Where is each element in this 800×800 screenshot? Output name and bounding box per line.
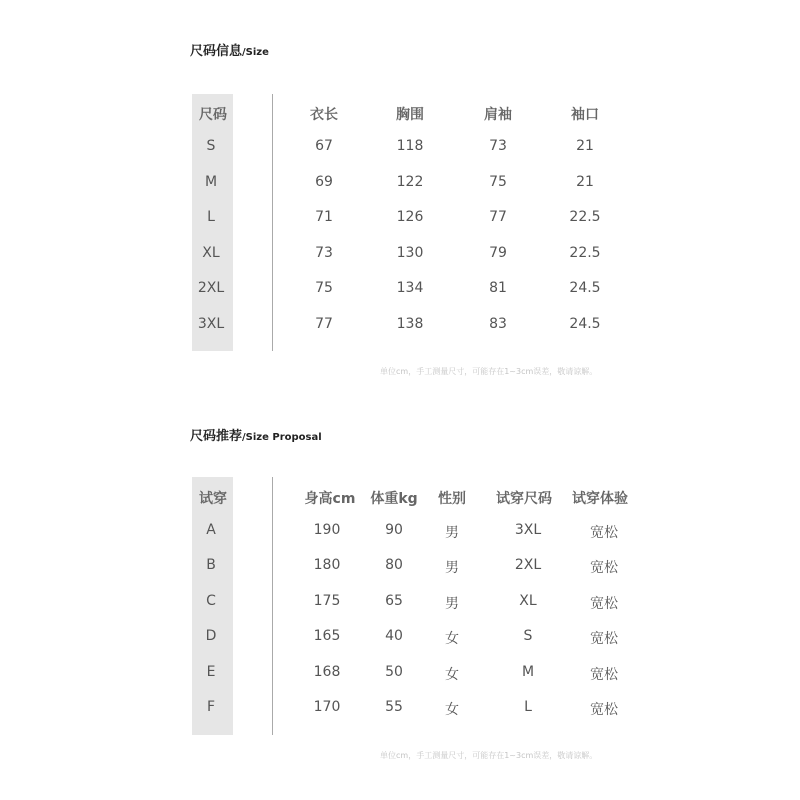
proposal-row-a-fit: 宽松 (590, 525, 618, 541)
proposal-row-d-tester: D (205, 628, 217, 644)
size-row-s-length: 67 (315, 138, 333, 154)
proposal-row-b-gender: 男 (445, 560, 459, 576)
proposal-row-b-tried-size: 2XL (514, 557, 542, 573)
proposal-row-b-tester: B (206, 557, 216, 573)
proposal-header-height: 身高cm (304, 491, 356, 507)
proposal-row-f-height: 170 (313, 699, 341, 715)
size-row-m-chest: 122 (396, 174, 424, 190)
size-row-s-shoulder-sleeve: 73 (489, 138, 507, 154)
proposal-row-e-gender: 女 (445, 667, 459, 683)
size-row-2xl-shoulder-sleeve: 81 (489, 280, 507, 296)
proposal-row-c-tester: C (206, 593, 216, 609)
proposal-row-f-weight: 55 (385, 699, 403, 715)
size-row-3xl-shoulder-sleeve: 83 (489, 316, 507, 332)
size-row-m-shoulder-sleeve: 75 (489, 174, 507, 190)
proposal-row-a-weight: 90 (385, 522, 403, 538)
size-row-xl-cuff: 22.5 (569, 245, 601, 261)
size-row-3xl-chest: 138 (396, 316, 424, 332)
proposal-row-f-gender: 女 (445, 702, 459, 718)
size-table-divider (272, 94, 273, 351)
size-row-2xl-length: 75 (315, 280, 333, 296)
size-row-m-cuff: 21 (576, 174, 594, 190)
proposal-row-b-fit: 宽松 (590, 560, 618, 576)
size-row-3xl-cuff: 24.5 (569, 316, 601, 332)
size-row-l-cuff: 22.5 (569, 209, 601, 225)
size-row-xl-size: XL (202, 245, 220, 261)
size-header-length: 衣长 (310, 107, 338, 123)
proposal-row-d-tried-size: S (523, 628, 533, 644)
proposal-header-tried-size: 试穿尺码 (496, 491, 552, 507)
size-row-3xl-length: 77 (315, 316, 333, 332)
size-header-cuff: 袖口 (571, 107, 599, 123)
size-row-l-chest: 126 (396, 209, 424, 225)
proposal-row-e-tester: E (206, 664, 216, 680)
proposal-row-c-tried-size: XL (519, 593, 537, 609)
size-row-xl-length: 73 (315, 245, 333, 261)
size-row-l-size: L (207, 209, 215, 225)
proposal-row-a-height: 190 (313, 522, 341, 538)
size-section-title (190, 40, 269, 59)
size-note: 单位cm，手工测量尺寸，可能存在1~3cm误差，敬请谅解。 (380, 367, 598, 376)
size-header-shoulder-sleeve: 肩袖 (484, 107, 512, 123)
proposal-section-title (190, 425, 322, 444)
proposal-row-c-fit: 宽松 (590, 596, 618, 612)
proposal-row-c-height: 175 (313, 593, 341, 609)
proposal-row-e-fit: 宽松 (590, 667, 618, 683)
proposal-row-b-weight: 80 (385, 557, 403, 573)
size-row-s-chest: 118 (396, 138, 424, 154)
size-row-m-length: 69 (315, 174, 333, 190)
proposal-table-divider (272, 477, 273, 735)
proposal-title-en: /Size Proposal (242, 432, 322, 443)
size-title-en: /Size (242, 47, 269, 58)
proposal-row-f-tester: F (206, 699, 216, 715)
size-row-xl-shoulder-sleeve: 79 (489, 245, 507, 261)
proposal-header-weight: 体重kg (370, 491, 418, 507)
size-row-3xl-size: 3XL (197, 316, 225, 332)
size-header-size: 尺码 (199, 107, 227, 123)
proposal-row-c-weight: 65 (385, 593, 403, 609)
proposal-title-cn: 尺码推荐 (190, 429, 243, 444)
size-row-2xl-chest: 134 (396, 280, 424, 296)
size-row-2xl-cuff: 24.5 (569, 280, 601, 296)
proposal-row-d-weight: 40 (385, 628, 403, 644)
proposal-header-fit: 试穿体验 (572, 491, 628, 507)
proposal-note: 单位cm，手工测量尺寸，可能存在1~3cm误差，敬请谅解。 (380, 751, 598, 760)
size-row-s-size: S (206, 138, 216, 154)
proposal-row-a-tried-size: 3XL (514, 522, 542, 538)
size-row-2xl-size: 2XL (197, 280, 225, 296)
proposal-header-tester: 试穿 (199, 491, 227, 507)
proposal-row-c-gender: 男 (445, 596, 459, 612)
proposal-row-d-fit: 宽松 (590, 631, 618, 647)
proposal-row-a-tester: A (206, 522, 216, 538)
proposal-row-d-height: 165 (313, 628, 341, 644)
proposal-row-f-fit: 宽松 (590, 702, 618, 718)
size-row-l-shoulder-sleeve: 77 (489, 209, 507, 225)
size-row-s-cuff: 21 (576, 138, 594, 154)
size-title-cn: 尺码信息 (190, 44, 243, 59)
size-row-m-size: M (204, 174, 218, 190)
proposal-row-b-height: 180 (313, 557, 341, 573)
proposal-row-a-gender: 男 (445, 525, 459, 541)
proposal-header-gender: 性别 (438, 491, 466, 507)
size-row-l-length: 71 (315, 209, 333, 225)
proposal-row-f-tried-size: L (524, 699, 532, 715)
size-header-chest: 胸围 (396, 107, 424, 123)
proposal-row-e-weight: 50 (385, 664, 403, 680)
proposal-row-d-gender: 女 (445, 631, 459, 647)
proposal-row-e-tried-size: M (521, 664, 535, 680)
size-row-xl-chest: 130 (396, 245, 424, 261)
proposal-row-e-height: 168 (313, 664, 341, 680)
